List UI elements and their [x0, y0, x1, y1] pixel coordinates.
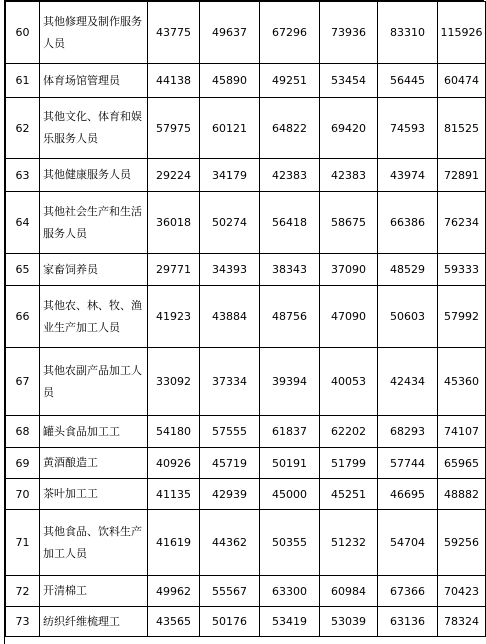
table-row	[6, 254, 486, 286]
salary-value-cell[interactable]: 46695	[378, 479, 438, 510]
salary-value-cell[interactable]: 34179	[200, 159, 260, 192]
occupation-name-cell[interactable]	[40, 254, 148, 286]
occupation-name-cell[interactable]	[40, 64, 148, 98]
occupation-name-line: 纺织纤维梳理工	[43, 614, 120, 628]
salary-value-cell[interactable]: 45360	[438, 348, 486, 416]
salary-value-cell[interactable]: 47090	[320, 286, 378, 348]
salary-value-cell[interactable]: 37090	[320, 254, 378, 286]
table-row	[6, 479, 486, 510]
salary-value-cell[interactable]: 72891	[438, 159, 486, 192]
salary-value-cell[interactable]: 57744	[378, 448, 438, 479]
salary-value-cell[interactable]: 60984	[320, 576, 378, 607]
row-number-cell[interactable]: 71	[6, 510, 40, 576]
occupation-name-cell[interactable]	[40, 286, 148, 348]
salary-value-cell[interactable]: 41619	[148, 510, 200, 576]
occupation-name-line: 体育场馆管理员	[43, 73, 120, 87]
salary-value-cell[interactable]: 58675	[320, 192, 378, 254]
salary-value-cell[interactable]: 74107	[438, 416, 486, 448]
salary-value-cell[interactable]: 49251	[260, 64, 320, 98]
row-number-cell[interactable]: 60	[6, 2, 40, 64]
occupation-name-cell[interactable]	[40, 448, 148, 479]
row-number-cell[interactable]: 70	[6, 479, 40, 510]
salary-value-cell[interactable]: 43565	[148, 607, 200, 637]
table-row	[6, 448, 486, 479]
row-number-cell[interactable]: 68	[6, 416, 40, 448]
salary-value-cell[interactable]: 45890	[200, 64, 260, 98]
salary-value-cell[interactable]: 38343	[260, 254, 320, 286]
table-row	[6, 2, 486, 64]
salary-value-cell[interactable]: 76234	[438, 192, 486, 254]
row-number-cell[interactable]: 66	[6, 286, 40, 348]
salary-value-cell[interactable]: 51232	[320, 510, 378, 576]
salary-value-cell[interactable]: 74593	[378, 98, 438, 159]
salary-value-cell[interactable]: 64822	[260, 98, 320, 159]
row-number-cell[interactable]: 69	[6, 448, 40, 479]
salary-value-cell[interactable]: 40926	[148, 448, 200, 479]
salary-value-cell[interactable]: 50191	[260, 448, 320, 479]
salary-value-cell[interactable]: 37334	[200, 348, 260, 416]
table-body	[6, 2, 486, 637]
table-row	[6, 286, 486, 348]
salary-value-cell[interactable]: 48529	[378, 254, 438, 286]
occupation-name-line: 业生产加工人员	[43, 320, 120, 334]
salary-value-cell[interactable]: 45719	[200, 448, 260, 479]
salary-value-cell[interactable]: 45251	[320, 479, 378, 510]
salary-value-cell[interactable]: 42383	[260, 159, 320, 192]
occupation-name-cell[interactable]	[40, 479, 148, 510]
salary-value-cell[interactable]: 43974	[378, 159, 438, 192]
occupation-name-line: 其他社会生产和生活	[43, 204, 142, 218]
row-number-cell[interactable]: 64	[6, 192, 40, 254]
row-number-cell[interactable]: 63	[6, 159, 40, 192]
salary-value-cell[interactable]: 41923	[148, 286, 200, 348]
salary-value-cell[interactable]: 43775	[148, 2, 200, 64]
salary-value-cell[interactable]: 57992	[438, 286, 486, 348]
occupation-name-line: 黄酒酿造工	[43, 456, 98, 469]
salary-value-cell[interactable]: 57975	[148, 98, 200, 159]
salary-value-cell[interactable]: 33092	[148, 348, 200, 416]
salary-value-cell[interactable]: 65965	[438, 448, 486, 479]
salary-value-cell[interactable]: 48756	[260, 286, 320, 348]
salary-value-cell[interactable]: 56445	[378, 64, 438, 98]
occupation-name-cell[interactable]	[40, 192, 148, 254]
salary-value-cell[interactable]: 78324	[438, 607, 486, 637]
salary-value-cell[interactable]: 83310	[378, 2, 438, 64]
row-number-cell[interactable]: 65	[6, 254, 40, 286]
row-number-cell[interactable]: 72	[6, 576, 40, 607]
salary-value-cell[interactable]: 67366	[378, 576, 438, 607]
salary-value-cell[interactable]: 44138	[148, 64, 200, 98]
occupation-name-line: 加工人员	[43, 546, 87, 560]
salary-value-cell[interactable]: 53419	[260, 607, 320, 637]
salary-value-cell[interactable]: 59333	[438, 254, 486, 286]
table-row	[6, 576, 486, 607]
occupation-name-line: 罐头食品加工工	[43, 424, 120, 438]
row-number-cell[interactable]: 73	[6, 607, 40, 637]
occupation-name-line: 其他修理及制作服务	[43, 14, 142, 28]
salary-value-cell[interactable]: 67296	[260, 2, 320, 64]
salary-value-cell[interactable]: 60121	[200, 98, 260, 159]
salary-table	[5, 1, 486, 637]
row-number-cell[interactable]: 62	[6, 98, 40, 159]
table-row	[6, 192, 486, 254]
occupation-name-line: 开清棉工	[43, 584, 87, 597]
salary-value-cell[interactable]: 48882	[438, 479, 486, 510]
salary-value-cell[interactable]: 42434	[378, 348, 438, 416]
occupation-name-line: 其他农、林、牧、渔	[43, 298, 142, 312]
salary-value-cell[interactable]: 55567	[200, 576, 260, 607]
salary-value-cell[interactable]: 53039	[320, 607, 378, 637]
occupation-name-line: 员	[43, 385, 54, 399]
salary-value-cell[interactable]: 40053	[320, 348, 378, 416]
salary-value-cell[interactable]: 39394	[260, 348, 320, 416]
occupation-name-line: 乐服务人员	[43, 132, 98, 145]
table-row	[6, 159, 486, 192]
salary-value-cell[interactable]: 49962	[148, 576, 200, 607]
salary-value-cell[interactable]: 49637	[200, 2, 260, 64]
salary-value-cell[interactable]: 53454	[320, 64, 378, 98]
salary-value-cell[interactable]: 73936	[320, 2, 378, 64]
salary-value-cell[interactable]: 50603	[378, 286, 438, 348]
occupation-name-line: 家畜饲养员	[43, 262, 98, 276]
salary-value-cell[interactable]: 41135	[148, 479, 200, 510]
salary-value-cell[interactable]: 50176	[200, 607, 260, 637]
occupation-name-line: 人员	[43, 36, 65, 50]
salary-value-cell[interactable]: 51799	[320, 448, 378, 479]
occupation-name-cell[interactable]	[40, 159, 148, 192]
salary-value-cell[interactable]: 34393	[200, 254, 260, 286]
salary-value-cell[interactable]: 50355	[260, 510, 320, 576]
salary-table-sheet	[4, 0, 484, 644]
salary-value-cell[interactable]: 66386	[378, 192, 438, 254]
salary-value-cell[interactable]: 69420	[320, 98, 378, 159]
occupation-name-line: 其他健康服务人员	[43, 168, 131, 181]
salary-value-cell[interactable]: 36018	[148, 192, 200, 254]
table-row	[6, 510, 486, 576]
salary-value-cell[interactable]: 42939	[200, 479, 260, 510]
occupation-name-cell[interactable]	[40, 98, 148, 159]
salary-value-cell[interactable]: 42383	[320, 159, 378, 192]
salary-value-cell[interactable]: 62202	[320, 416, 378, 448]
occupation-name-cell[interactable]	[40, 416, 148, 448]
occupation-name-line: 茶叶加工工	[43, 487, 98, 500]
salary-value-cell[interactable]: 61837	[260, 416, 320, 448]
table-row	[6, 348, 486, 416]
row-number-cell[interactable]: 61	[6, 64, 40, 98]
salary-value-cell[interactable]: 81525	[438, 98, 486, 159]
row-number-cell[interactable]: 67	[6, 348, 40, 416]
salary-value-cell[interactable]: 54704	[378, 510, 438, 576]
occupation-name-line: 其他农副产品加工人	[43, 363, 142, 377]
salary-value-cell[interactable]: 29224	[148, 159, 200, 192]
salary-value-cell[interactable]: 29771	[148, 254, 200, 286]
table-row	[6, 416, 486, 448]
occupation-name-cell[interactable]	[40, 2, 148, 64]
salary-value-cell[interactable]: 45000	[260, 479, 320, 510]
table-row	[6, 98, 486, 159]
salary-value-cell[interactable]: 44362	[200, 510, 260, 576]
salary-value-cell[interactable]: 70423	[438, 576, 486, 607]
occupation-name-cell[interactable]	[40, 576, 148, 607]
occupation-name-cell[interactable]	[40, 607, 148, 637]
salary-value-cell[interactable]: 50274	[200, 192, 260, 254]
salary-value-cell[interactable]: 56418	[260, 192, 320, 254]
occupation-name-line: 服务人员	[43, 226, 87, 240]
occupation-name-cell[interactable]	[40, 348, 148, 416]
salary-value-cell[interactable]: 60474	[438, 64, 486, 98]
salary-value-cell[interactable]: 63136	[378, 607, 438, 637]
occupation-name-line: 其他食品、饮料生产	[43, 524, 142, 538]
salary-value-cell[interactable]: 43884	[200, 286, 260, 348]
salary-value-cell[interactable]: 57555	[200, 416, 260, 448]
occupation-name-cell[interactable]	[40, 510, 148, 576]
table-row	[6, 64, 486, 98]
table-row	[6, 607, 486, 637]
salary-value-cell[interactable]: 115926	[438, 2, 486, 64]
occupation-name-line: 其他文化、体育和娱	[43, 110, 142, 123]
salary-value-cell[interactable]: 63300	[260, 576, 320, 607]
salary-value-cell[interactable]: 54180	[148, 416, 200, 448]
salary-value-cell[interactable]: 68293	[378, 416, 438, 448]
salary-value-cell[interactable]: 59256	[438, 510, 486, 576]
